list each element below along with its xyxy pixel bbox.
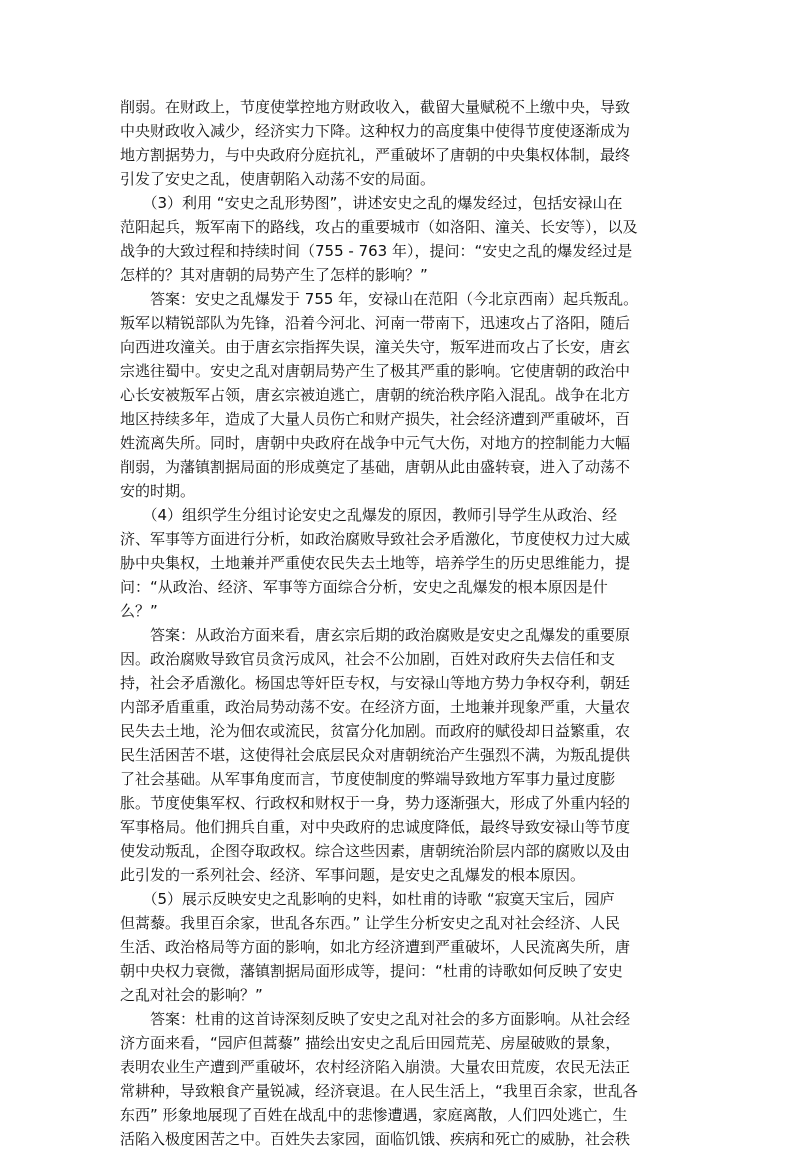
answer-line: 心长安被叛军占领，唐玄宗被迫逃亡，唐朝的统治秩序陷入混乱。战争在北方 [120, 386, 631, 404]
question-line: （4）组织学生分组讨论安史之乱爆发的原因，教师引导学生从政治、经 [120, 506, 618, 524]
question-line: 济、军事等方面进行分析，如政治腐败导致社会矛盾激化，节度使权力过大威 [120, 530, 631, 548]
answer-line: 表明农业生产遭到严重破坏，农村经济陷入崩溃。大量农田荒废，农民无法正 [120, 1058, 631, 1076]
answer-line: 济方面来看，“园庐但蒿藜” 描绘出安史之乱后田园荒芜、房屋破败的景象， [120, 1034, 621, 1052]
answer-line: 安的时期。 [120, 482, 196, 500]
answer-line: 使发动叛乱，企图夺取政权。综合这些因素，唐朝统治阶层内部的腐败以及由 [120, 842, 631, 860]
answer-line: 东西” 形象地展现了百姓在战乱中的悲惨遭遇，家庭离散，人们四处逃亡，生 [120, 1106, 628, 1124]
question-line: 胁中央集权，土地兼并严重使农民失去土地等，培养学生的历史思维能力，提 [120, 554, 631, 572]
answer-line: 答案：杜甫的这首诗深刻反映了安史之乱对社会的多方面影响。从社会经 [120, 1010, 631, 1028]
answer-line: 叛军以精锐部队为先锋，沿着今河北、河南一带南下，迅速攻占了洛阳，随后 [120, 314, 631, 332]
answer-line: 地区持续多年，造成了大量人员伤亡和财产损失，社会经济遭到严重破坏，百 [120, 410, 631, 428]
answer-line: 答案：从政治方面来看，唐玄宗后期的政治腐败是安史之乱爆发的重要原 [120, 626, 631, 644]
answer-line: 内部矛盾重重，政治局势动荡不安。在经济方面，土地兼并现象严重，大量农 [120, 698, 631, 716]
question-line: 朝中央权力衰微，藩镇割据局面形成等，提问：“杜甫的诗歌如何反映了安史 [120, 962, 623, 980]
question-line: 怎样的？其对唐朝的局势产生了怎样的影响？” [120, 266, 428, 284]
question-line: （5）展示反映安史之乱影响的史料，如杜甫的诗歌 “寂寞天宝后，园庐 [120, 890, 615, 908]
text-line: 引发了安史之乱，使唐朝陷入动荡不安的局面。 [120, 170, 436, 188]
answer-line: 民生活困苦不堪，这使得社会底层民众对唐朝统治产生强烈不满，为叛乱提供 [120, 746, 631, 764]
text-line: 削弱。在财政上，节度使掌控地方财政收入，截留大量赋税不上缴中央，导致 [120, 98, 631, 116]
answer-line: 军事格局。他们拥兵自重，对中央政府的忠诚度降低，最终导致安禄山等节度 [120, 818, 631, 836]
answer-line: 了社会基础。从军事角度而言，节度使制度的弊端导致地方军事力量过度膨 [120, 770, 616, 788]
answer-line: 姓流离失所。同时，唐朝中央政府在战争中元气大伤，对地方的控制能力大幅 [120, 434, 631, 452]
answer-line: 因。政治腐败导致官员贪污成风，社会不公加剧，百姓对政府失去信任和支 [120, 650, 616, 668]
question-line: 范阳起兵，叛军南下的路线，攻占的重要城市（如洛阳、潼关、长安等），以及 [120, 218, 638, 236]
text-line: 地方割据势力，与中央政府分庭抗礼，严重破坏了唐朝的中央集权体制，最终 [120, 146, 631, 164]
document-body [120, 95, 675, 1151]
answer-line: 活陷入极度困苦之中。百姓失去家园，面临饥饿、疾病和死亡的威胁，社会秩 [120, 1130, 631, 1148]
answer-line: 常耕种，导致粮食产量锐减，经济衰退。在人民生活上，“我里百余家，世乱各 [120, 1082, 638, 1100]
question-line: （3）利用 “安史之乱形势图”，讲述安史之乱的爆发经过，包括安禄山在 [120, 194, 623, 212]
question-line: 问：“从政治、经济、军事等方面综合分析，安史之乱爆发的根本原因是什 [120, 578, 608, 596]
answer-line: 削弱，为藩镇割据局面的形成奠定了基础，唐朝从此由盛转衰，进入了动荡不 [120, 458, 631, 476]
question-line: 战争的大致过程和持续时间（755 - 763 年），提问：“安史之乱的爆发经过是 [120, 242, 633, 260]
question-line: 之乱对社会的影响？” [120, 986, 263, 1004]
answer-line: 向西进攻潼关。由于唐玄宗指挥失误，潼关失守，叛军进而攻占了长安，唐玄 [120, 338, 631, 356]
answer-line: 宗逃往蜀中。安史之乱对唐朝局势产生了极其严重的影响。它使唐朝的政治中 [120, 362, 631, 380]
answer-line: 胀。节度使集军权、行政权和财权于一身，势力逐渐强大，形成了外重内轻的 [120, 794, 631, 812]
answer-line: 答案：安史之乱爆发于 755 年，安禄山在范阳（今北京西南）起兵叛乱。 [120, 290, 639, 308]
answer-line: 此引发的一系列社会、经济、军事问题，是安史之乱爆发的根本原因。 [120, 866, 586, 884]
answer-line: 民失去土地，沦为佃农或流民，贫富分化加剧。而政府的赋役却日益繁重，农 [120, 722, 631, 740]
question-line: 么？” [120, 602, 158, 620]
question-line: 生活、政治格局等方面的影响，如北方经济遭到严重破坏，人民流离失所，唐 [120, 938, 631, 956]
question-line: 但蒿藜。我里百余家，世乱各东西。” 让学生分析安史之乱对社会经济、人民 [120, 914, 621, 932]
answer-line: 持，社会矛盾激化。杨国忠等奸臣专权，与安禄山等地方势力争权夺利，朝廷 [120, 674, 631, 692]
text-line: 中央财政收入减少，经济实力下降。这种权力的高度集中使得节度使逐渐成为 [120, 122, 631, 140]
